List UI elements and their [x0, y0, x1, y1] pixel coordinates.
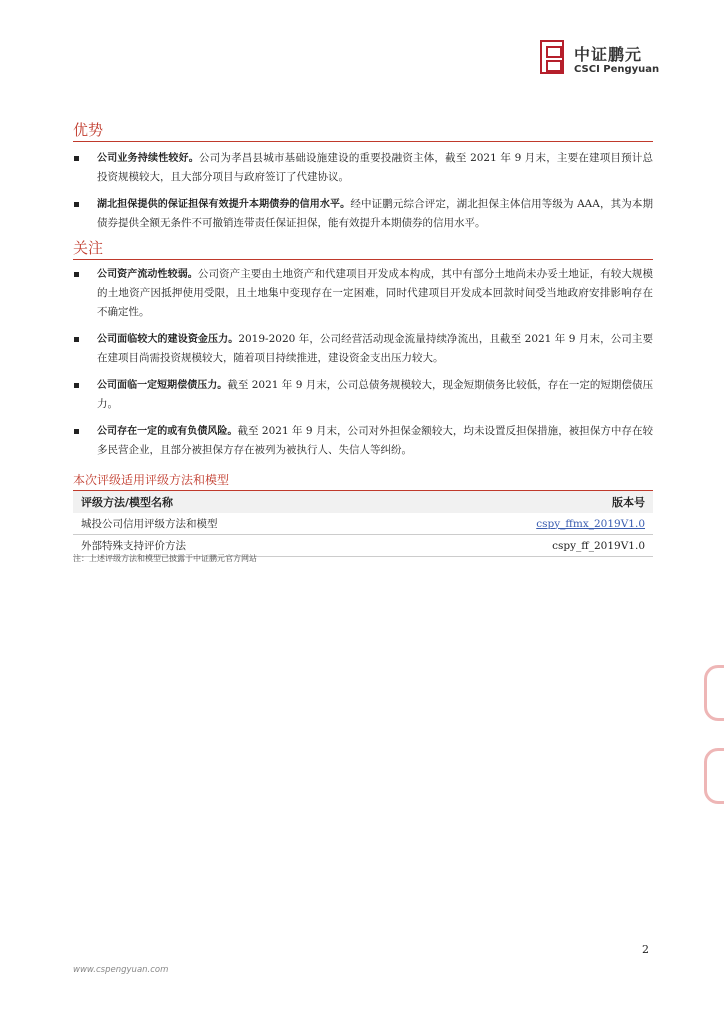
- bullet-square-icon: [74, 156, 79, 161]
- item-emphasis: 公司面临一定短期偿债压力。: [97, 380, 228, 391]
- list-item: [73, 149, 653, 187]
- footer-website: www.cspengyuan.com: [73, 965, 169, 975]
- method-name-cell: 外部特殊支持评价方法: [73, 535, 392, 557]
- list-item: [73, 265, 653, 322]
- table-header-row: [73, 491, 653, 514]
- item-emphasis: 湖北担保提供的保证担保有效提升本期债券的信用水平。: [97, 199, 351, 210]
- bullet-square-icon: [74, 429, 79, 434]
- logo-seal-icon: [540, 40, 564, 74]
- list-item: [73, 195, 653, 233]
- bullet-square-icon: [74, 383, 79, 388]
- item-text: 公司为孝昌县城市基础设施建设的重要投融资主体，截至 2021 年 9 月末，主要在建项目预计总投资规模较大，且大部分项目与政府签订了代建协议。: [97, 152, 653, 183]
- methods-heading: 本次评级适用评级方法和模型: [73, 473, 230, 487]
- list-item: [73, 330, 653, 368]
- item-text: 公司资产主要由土地资产和代建项目开发成本构成，其中有部分土地尚未办妥土地证，有较大规模的土地资产因抵押使用受限，且土地集中变现存在一定困难，同时代建项目开发成本回款时间受当地政府安排影响存在不确定性。: [97, 268, 654, 318]
- strengths-divider: [73, 141, 653, 142]
- item-emphasis: 公司业务持续性较好。: [97, 153, 200, 164]
- strengths-list: [73, 149, 653, 241]
- table-note: 注：上述评级方法和模型已披露于中证鹏元官方网站: [73, 554, 257, 563]
- bullet-square-icon: [74, 202, 79, 207]
- column-header-version: 版本号: [392, 491, 653, 514]
- logo-chinese-name: 中证鹏元: [574, 45, 643, 64]
- table-row: [73, 513, 653, 535]
- item-text: 截至 2021 年 9 月末，公司总债务规模较大，现金短期债务比较低，存在一定的短期偿债压力。: [97, 379, 653, 410]
- method-version-link[interactable]: cspy_ffmx_2019V1.0: [392, 513, 653, 535]
- strengths-heading: 优势: [73, 121, 104, 139]
- item-emphasis: 公司面临较大的建设资金压力。: [97, 334, 239, 345]
- column-header-name: 评级方法/模型名称: [73, 491, 392, 514]
- list-item: [73, 376, 653, 414]
- method-name-cell: 城投公司信用评级方法和模型: [73, 513, 392, 535]
- methods-table: [73, 490, 653, 557]
- item-emphasis: 公司资产流动性较弱。: [97, 269, 198, 280]
- method-version-cell: cspy_ff_2019V1.0: [392, 535, 653, 557]
- seal-stamp-icon: [704, 665, 724, 721]
- seal-stamp-icon: [704, 748, 724, 804]
- list-item: [73, 422, 653, 460]
- page-number: 2: [642, 943, 649, 956]
- concerns-heading: 关注: [73, 239, 104, 257]
- concerns-divider: [73, 259, 653, 260]
- item-text: 2019-2020 年，公司经营活动现金流量持续净流出，且截至 2021 年 9 月末，公司主要在建项目尚需投资规模较大，随着项目持续推进，建设资金支出压力较大。: [97, 333, 653, 364]
- concerns-list: [73, 265, 653, 468]
- item-emphasis: 公司存在一定的或有负债风险。: [97, 426, 238, 437]
- bullet-square-icon: [74, 272, 79, 277]
- item-text: 截至 2021 年 9 月末，公司对外担保金额较大，均未设置反担保措施，被担保方中存在较多民营企业，且部分被担保方存在被列为被执行人、失信人等纠纷。: [97, 425, 653, 456]
- item-text: 经中证鹏元综合评定，湖北担保主体信用等级为 AAA，其为本期债券提供全额无条件不可撤销连带责任保证担保，能有效提升本期债券的信用水平。: [97, 198, 653, 229]
- logo-english-name: CSCI Pengyuan: [574, 64, 660, 75]
- bullet-square-icon: [74, 337, 79, 342]
